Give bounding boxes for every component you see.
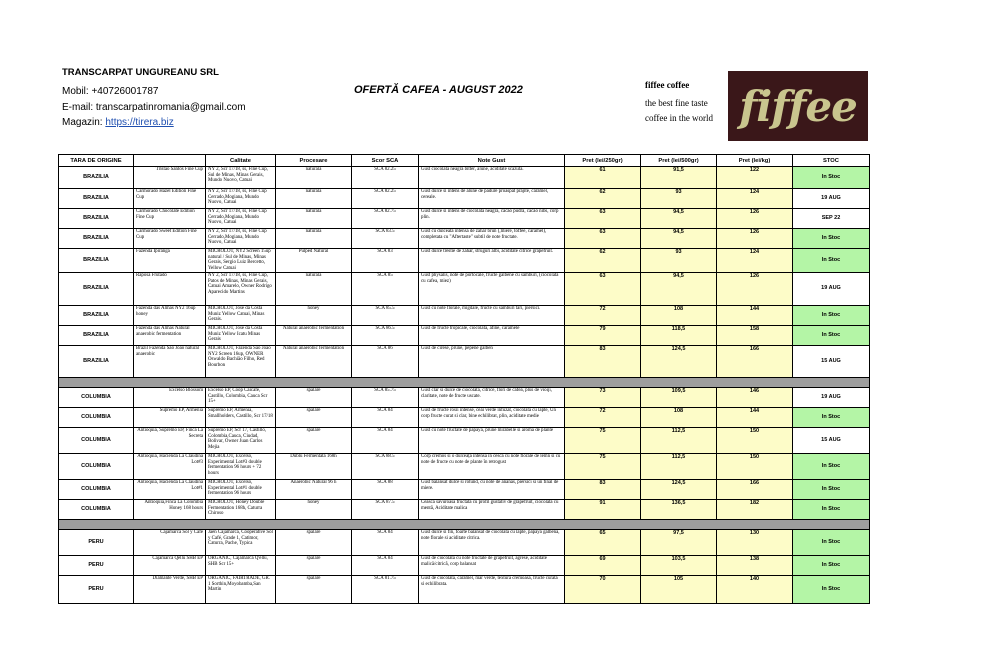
cell-price-250: 63: [565, 209, 641, 229]
cell-sca: SCA 85.75: [352, 388, 419, 408]
cell-price-250: 83: [565, 346, 641, 378]
cell-stock: In Stoc: [793, 167, 870, 189]
cell-notes: Gust physalis, note de portocale, fructe galbene cu sâmburi, (ciocolată cu cafea, miez): [419, 273, 565, 306]
header-stock: STOC: [793, 155, 870, 167]
cell-notes: Gust cu dulceata intensă de zahar brun (,miere, toffee, caramel), completata cu "Aftertaste" subtil de note fructate.: [419, 229, 565, 249]
cell-sca: SCA 84: [352, 408, 419, 428]
cell-price-500: 97,5: [641, 530, 717, 556]
cell-quality: Excelso EP, Coop Caicafe, Castillo, Colombia, Cauca Scr 15+: [206, 388, 276, 408]
cell-price-500: 109,5: [641, 388, 717, 408]
cell-stock: In Stoc: [793, 480, 870, 500]
cell-sca: SCA 88: [352, 480, 419, 500]
cell-price-500: 93: [641, 189, 717, 209]
cell-name: Excelso Blossom: [134, 388, 206, 408]
cell-notes: Ceasca savuroasă fructată cu profil gustativ de grapefruit, ciocolată cu mentă, Aciditate malica: [419, 500, 565, 520]
cell-country: BRAZILIA: [59, 273, 134, 306]
cell-price-kg: 126: [717, 273, 793, 306]
cell-notes: Gust dulce si intens de alune de padure proaspat prajite, caramel, cereale.: [419, 189, 565, 209]
cell-price-250: 62: [565, 249, 641, 273]
cell-name: Carmorado Chocolate Edition Fine Cup: [134, 209, 206, 229]
cell-notes: Gust de cirese, prune, pepene galben: [419, 346, 565, 378]
coffee-offer-table: [58, 154, 870, 604]
cell-quality: MICROLOT, NY2 Screen 15up natural / Sul de Minas, Minas Gerais, Sergio Luiz Bercetto, Yellow Catuai: [206, 249, 276, 273]
cell-process: honey: [276, 306, 352, 326]
cell-price-500: 124,5: [641, 480, 717, 500]
cell-stock: In Stoc: [793, 306, 870, 326]
brand-tagline-1: the best fine taste: [645, 98, 708, 108]
cell-quality: Supremo EP, Armenia, Smallholders, Castillo, Scr 17/18: [206, 408, 276, 428]
cell-notes: Gust ciocolata neagra bitter, alune, aciditate scazuta.: [419, 167, 565, 189]
table-row: [59, 388, 870, 408]
cell-stock: 15 AUG: [793, 428, 870, 454]
cell-price-500: 93: [641, 249, 717, 273]
cell-process: naturala: [276, 209, 352, 229]
cell-process: spalare: [276, 576, 352, 604]
cell-stock: In Stoc: [793, 500, 870, 520]
cell-sca: SCA 84: [352, 556, 419, 576]
cell-name: Fazenda Ipiranga: [134, 249, 206, 273]
cell-notes: Gust de ciocolată cu note fructate de grapefruit, agrese, aciditate malică/citrică, corp balansat: [419, 556, 565, 576]
shop-link[interactable]: https://tirera.biz: [105, 117, 174, 128]
cell-stock: 19 AUG: [793, 273, 870, 306]
cell-sca: SCA 85.5: [352, 306, 419, 326]
cell-price-kg: 150: [717, 428, 793, 454]
cell-quality: Jaen Cajamarca, Cooperative Sol y Café, Grade 1, Catimor, Caturra, Pache, Typica: [206, 530, 276, 556]
table-row: [59, 530, 870, 556]
cell-name: Carmorado Hazel Edition Fine Cup: [134, 189, 206, 209]
header-country: TARA DE ORIGINE: [59, 155, 134, 167]
table-header-row: [59, 155, 870, 167]
cell-quality: NY 2, Scr 17/18, ss, Fine Cup, Patos de Minas, Minas Gerais, Catuai Amarelo, Owner Rodrigo Aparecido Martins: [206, 273, 276, 306]
cell-sca: SCA 84: [352, 428, 419, 454]
cell-stock: In Stoc: [793, 576, 870, 604]
header-quality: Calitate: [206, 155, 276, 167]
cell-price-kg: 122: [717, 167, 793, 189]
cell-notes: Gust dulce si intens de ciocolata neagra, cacao pudra, cacao nibs, corp plin.: [419, 209, 565, 229]
cell-process: spalare: [276, 530, 352, 556]
cell-notes: Gust clar si dulce de ciocolata, citrice, flori de cafea, plus de vioiji, claritate, note de fructe uscate.: [419, 388, 565, 408]
cell-name: Fazenda das Almas Natural anaerobic fermentation: [134, 326, 206, 346]
cell-quality: MICROLOT, Excelso, Experimental Lot#1 double fermentation 96 hours: [206, 480, 276, 500]
cell-notes: Gust de ciocolata, caramel, mar verde, textura cremoasa, fructe curata si echilibrata.: [419, 576, 565, 604]
cell-price-kg: 166: [717, 480, 793, 500]
cell-price-250: 91: [565, 500, 641, 520]
table-row: [59, 306, 870, 326]
cell-country: BRAZILIA: [59, 346, 134, 378]
cell-quality: MICROLOT, Excelso, Experimental Lot#3 double fermentation 96 hours + 72 hours: [206, 454, 276, 480]
cell-price-kg: 158: [717, 326, 793, 346]
cell-process: Dublu Fermentata 168h: [276, 454, 352, 480]
cell-price-kg: 166: [717, 346, 793, 378]
cell-name: Fazenda das Almas NY2 16up honey: [134, 306, 206, 326]
cell-name: Tristao Santos Fine Cup: [134, 167, 206, 189]
cell-price-500: 108: [641, 408, 717, 428]
cell-price-500: 124,5: [641, 346, 717, 378]
cell-sca: SCA 87.5: [352, 500, 419, 520]
cell-country: BRAZILIA: [59, 229, 134, 249]
shop-label: Magazin:: [62, 117, 103, 128]
cell-stock: 19 AUG: [793, 388, 870, 408]
cell-process: naturala: [276, 167, 352, 189]
cell-sca: SCA 86.5: [352, 326, 419, 346]
cell-process: naturala: [276, 229, 352, 249]
header-name: [134, 155, 206, 167]
table-row: [59, 189, 870, 209]
cell-name: Supremo EP, Armenia: [134, 408, 206, 428]
cell-notes: Gust dulce si fin, foarte balansat de ciocolată cu lapte, papaya galbena, note florale si aciditate citrica.: [419, 530, 565, 556]
cell-price-kg: 124: [717, 249, 793, 273]
cell-notes: Gust dulce trestie de zahăr, struguri albi, aciditate citrice grapefruit.: [419, 249, 565, 273]
cell-process: spalare: [276, 556, 352, 576]
separator-cell: [59, 378, 870, 388]
cell-name: Carmorado Sweet Edition Fine Cup: [134, 229, 206, 249]
cell-quality: NY 2, Scr 17/18, ss, Fine Cup Cerrado,Mogiana, Mundo Nuovo, Catuai: [206, 229, 276, 249]
cell-price-500: 94,5: [641, 209, 717, 229]
table-row: [59, 500, 870, 520]
cell-quality: MICROLOT, Honey Double Fermentation 168h, Caturra Chiroso: [206, 500, 276, 520]
cell-price-kg: 130: [717, 530, 793, 556]
cell-price-500: 103,5: [641, 556, 717, 576]
cell-price-250: 75: [565, 454, 641, 480]
cell-process: honey: [276, 500, 352, 520]
cell-quality: ORGANIC, FAIRTRADE, GR. 1 Sorthin,Moyobamba,San Martin: [206, 576, 276, 604]
cell-price-kg: 150: [717, 454, 793, 480]
cell-price-kg: 140: [717, 576, 793, 604]
cell-price-250: 83: [565, 480, 641, 500]
cell-notes: Corp cremos si o dulceață intensă în cescă cu note florale de lemn si cu note de fructe cu note de plante în retrogust: [419, 454, 565, 480]
cell-price-500: 108: [641, 306, 717, 326]
header-notes: Note Gust: [419, 155, 565, 167]
cell-country: BRAZILIA: [59, 306, 134, 326]
cell-notes: Gust cu note florale, migdale, fructe cu sâmburi tari, piersici.: [419, 306, 565, 326]
table-row: [59, 454, 870, 480]
cell-name: Antioquia,Finca La Colombia Honey 168 hours: [134, 500, 206, 520]
cell-quality: NY 2, Scr 17/18, ss, Fine Cup, Sul de Minas, Minas Gerais, Mundo Nuovo, Catuai: [206, 167, 276, 189]
cell-country: BRAZILIA: [59, 189, 134, 209]
table-row: [59, 576, 870, 604]
cell-quality: ORGANIC, Cajamarca Q'ellu, SHB Scr 15+: [206, 556, 276, 576]
cell-sca: SCA 84: [352, 530, 419, 556]
cell-country: BRAZILIA: [59, 326, 134, 346]
contact-shop: [62, 117, 174, 128]
cell-quality: NY 2, Scr 17/18, ss, Fine Cup Cerrado,Mogiana, Mundo Nuovo, Catuai: [206, 189, 276, 209]
brand-tagline-2: coffee in the world: [645, 113, 714, 123]
cell-name: Antioquia, Hacienda La Claudina Lot#3: [134, 454, 206, 480]
cell-country: PERU: [59, 530, 134, 556]
cell-process: spalare: [276, 428, 352, 454]
table-row: [59, 428, 870, 454]
cell-stock: 15 AUG: [793, 346, 870, 378]
company-name: TRANSCARPAT UNGUREANU SRL: [62, 67, 219, 78]
cell-name: Antioquia, Hacienda La Claudina Lot#1: [134, 480, 206, 500]
cell-name: Antioquia, Supremo EP, Finca La Secreta: [134, 428, 206, 454]
cell-price-500: 94,5: [641, 229, 717, 249]
cell-country: BRAZILIA: [59, 167, 134, 189]
table-row: [59, 273, 870, 306]
cell-name: Cajamarca Sol y Café: [134, 530, 206, 556]
cell-price-250: 73: [565, 388, 641, 408]
cell-sca: SCA 82.25: [352, 167, 419, 189]
cell-notes: Gust de fructe tropicale, ciocolata, afine, caramele: [419, 326, 565, 346]
cell-stock: In Stoc: [793, 408, 870, 428]
cell-stock: In Stoc: [793, 454, 870, 480]
table-row: [59, 167, 870, 189]
header-process: Procesare: [276, 155, 352, 167]
cell-sca: SCA 82.25: [352, 189, 419, 209]
cell-process: Natural anaerobic fermentation: [276, 326, 352, 346]
cell-process: naturala: [276, 189, 352, 209]
cell-country: COLUMBIA: [59, 500, 134, 520]
cell-quality: MICROLOT, Jose da Costa Muniz Yellow Catuai, Minas Gerais.: [206, 306, 276, 326]
cell-country: BRAZILIA: [59, 249, 134, 273]
cell-price-500: 136,5: [641, 500, 717, 520]
cell-name: Cajamarca Qellu SHB EP: [134, 556, 206, 576]
cell-stock: In Stoc: [793, 326, 870, 346]
table-row: [59, 556, 870, 576]
cell-process: Anaerobic Natural 96 h: [276, 480, 352, 500]
cell-process: Natural anaerobic fermentation: [276, 346, 352, 378]
table-row: [59, 480, 870, 500]
header-sca: Scor SCA: [352, 155, 419, 167]
cell-price-500: 112,5: [641, 428, 717, 454]
cell-country: PERU: [59, 556, 134, 576]
cell-price-kg: 126: [717, 209, 793, 229]
cell-price-250: 75: [565, 428, 641, 454]
table-row: [59, 408, 870, 428]
table-row: [59, 326, 870, 346]
cell-price-kg: 182: [717, 500, 793, 520]
cell-price-kg: 146: [717, 388, 793, 408]
cell-quality: MICROLOT, Fazenda Sao Joao NY2 Screen 16up, OWNER Oswaldo Bachião Filho, Red Bourbon: [206, 346, 276, 378]
cell-price-250: 79: [565, 326, 641, 346]
cell-price-500: 118,5: [641, 326, 717, 346]
table-row: [59, 209, 870, 229]
cell-price-250: 72: [565, 306, 641, 326]
cell-sca: SCA 83.5: [352, 229, 419, 249]
cell-notes: Gust balansat dulce si rotund, cu note de ananas, piersici si un final de miere.: [419, 480, 565, 500]
brand-logo: [728, 71, 868, 141]
cell-price-250: 63: [565, 229, 641, 249]
cell-sca: SCA 85: [352, 273, 419, 306]
cell-sca: SCA 81.75: [352, 576, 419, 604]
cell-price-kg: 144: [717, 306, 793, 326]
cell-price-250: 70: [565, 576, 641, 604]
logo-text: fiffee: [739, 81, 857, 131]
contact-mobile: Mobil: +40726001787: [62, 86, 159, 97]
cell-quality: NY 2, Scr 17/18, ss, Fine Cup Cerrado,Mogiana, Mundo Nuovo, Catuai: [206, 209, 276, 229]
cell-price-500: 112,5: [641, 454, 717, 480]
header-price-500: Pret (lei/500gr): [641, 155, 717, 167]
offer-title: OFERTĂ CAFEA - AUGUST 2022: [354, 84, 523, 96]
cell-sca: SCA 82.75: [352, 209, 419, 229]
group-separator: [59, 378, 870, 388]
cell-name: Diamante Verde, SHB EP: [134, 576, 206, 604]
cell-sca: SCA 88.5: [352, 454, 419, 480]
cell-process: spalare: [276, 408, 352, 428]
cell-stock: In Stoc: [793, 229, 870, 249]
cell-sca: SCA 83: [352, 249, 419, 273]
cell-stock: In Stoc: [793, 530, 870, 556]
cell-stock: 19 AUG: [793, 189, 870, 209]
cell-price-250: 69: [565, 556, 641, 576]
group-separator: [59, 520, 870, 530]
cell-price-250: 72: [565, 408, 641, 428]
cell-country: COLUMBIA: [59, 480, 134, 500]
cell-price-250: 61: [565, 167, 641, 189]
cell-process: Pulped Natural: [276, 249, 352, 273]
cell-price-500: 94,5: [641, 273, 717, 306]
cell-process: naturala: [276, 273, 352, 306]
cell-price-500: 105: [641, 576, 717, 604]
contact-email: E-mail: transcarpatinromania@gmail.com: [62, 102, 246, 113]
cell-process: spalare: [276, 388, 352, 408]
cell-name: Brazil Fazenda Sao Joao natural anaerobic: [134, 346, 206, 378]
cell-country: COLUMBIA: [59, 408, 134, 428]
cell-stock: SEP 22: [793, 209, 870, 229]
cell-price-250: 62: [565, 189, 641, 209]
header-price-kg: Pret (lei/kg): [717, 155, 793, 167]
cell-quality: Supremo EP, Scr 17, Castillo, Colombia,Cauca, Ciudad, Bolivar, Owner Juan Carlos Mejia: [206, 428, 276, 454]
brand-name: fiffee coffee: [645, 80, 690, 90]
cell-price-250: 63: [565, 273, 641, 306]
table-row: [59, 249, 870, 273]
cell-country: COLUMBIA: [59, 454, 134, 480]
table-row: [59, 346, 870, 378]
separator-cell: [59, 520, 870, 530]
cell-price-250: 65: [565, 530, 641, 556]
cell-sca: SCA 86: [352, 346, 419, 378]
cell-name: Raposa Frutado: [134, 273, 206, 306]
cell-notes: Gust cu note fructate de papaya, prune mirabelle si aroma de plante: [419, 428, 565, 454]
cell-price-kg: 138: [717, 556, 793, 576]
cell-quality: MICROLOT, Jose da Costa Muniz Yellow Icatu Minas Gerais: [206, 326, 276, 346]
table-row: [59, 229, 870, 249]
cell-country: COLUMBIA: [59, 428, 134, 454]
cell-country: PERU: [59, 576, 134, 604]
cell-price-kg: 124: [717, 189, 793, 209]
cell-country: BRAZILIA: [59, 209, 134, 229]
cell-price-kg: 126: [717, 229, 793, 249]
cell-notes: Gust de fructe rosii intense, ceai verde infuzat, ciocolată cu lapte, Un corp fructe curat si clar, bine echilibrat, plin, aciditate medie: [419, 408, 565, 428]
header-price-250: Pret (lei/250gr): [565, 155, 641, 167]
cell-stock: In Stoc: [793, 556, 870, 576]
cell-country: COLUMBIA: [59, 388, 134, 408]
cell-price-kg: 144: [717, 408, 793, 428]
cell-stock: In Stoc: [793, 249, 870, 273]
cell-price-500: 91,5: [641, 167, 717, 189]
